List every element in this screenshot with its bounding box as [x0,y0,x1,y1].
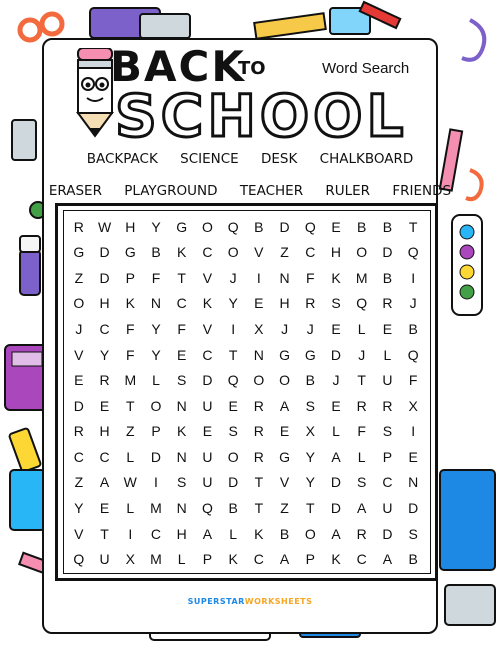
grid-letter[interactable]: G [124,244,136,261]
grid-letter[interactable]: E [331,321,341,338]
grid-letter[interactable]: E [408,448,418,465]
grid-letter[interactable]: Q [407,244,419,261]
grid-letter[interactable]: C [99,321,110,338]
word-item: TEACHER [239,183,304,199]
grid-letter[interactable]: G [279,448,290,465]
word-item: CHALKBOARD [319,151,414,167]
scissors-icon [20,14,62,40]
grid-letter[interactable]: I [256,269,261,286]
grid-letter[interactable]: K [254,525,264,542]
grid-letter[interactable]: D [73,397,84,414]
grid-letter[interactable]: B [279,525,290,542]
grid-letter[interactable]: A [202,525,213,542]
grid-letter[interactable]: Q [227,218,239,235]
grid-letter[interactable]: O [150,397,162,414]
grid-letter[interactable]: H [279,295,290,312]
grid-letter[interactable]: Q [201,500,213,517]
grid-letter[interactable]: E [202,423,213,440]
grid-letter[interactable]: V [254,244,264,261]
grid-letter[interactable]: Y [305,474,315,491]
subtitle: Word Search [322,60,410,77]
grid-letter[interactable]: N [176,448,187,465]
grid-letter[interactable]: X [254,321,264,338]
grid-letter[interactable]: S [305,397,315,414]
grid-letter[interactable]: T [408,218,418,235]
grid-letter[interactable]: N [176,397,187,414]
grid-letter[interactable]: A [331,448,341,465]
grid-letter[interactable]: F [126,321,135,338]
grid-letter[interactable]: E [99,397,110,414]
grid-letter[interactable]: L [357,321,366,338]
grid-letter[interactable]: A [279,397,290,414]
grid-letter[interactable]: P [151,423,161,440]
grid-letter[interactable]: R [73,218,84,235]
grid-letter[interactable]: R [73,423,84,440]
grid-letter[interactable]: D [202,372,213,389]
grid-letter[interactable]: O [253,372,265,389]
paperclip-icon [462,20,484,60]
grid-letter[interactable]: D [330,500,342,517]
grid-letter[interactable]: M [355,269,368,286]
grid-letter[interactable]: I [411,269,416,286]
grid-letter[interactable]: O [356,244,368,261]
grid-letter[interactable]: J [75,321,83,338]
grid-letter[interactable]: K [177,423,187,440]
grid-letter[interactable]: A [331,525,341,542]
word-item: DESK [260,151,298,167]
word-list-row-2 [0,183,500,199]
word-item: SCIENCE [180,151,239,167]
grid-letter[interactable]: Z [280,500,289,517]
grid-letter[interactable]: L [177,551,186,568]
grid-letter[interactable]: E [254,295,264,312]
grid-letter[interactable]: L [126,448,135,465]
grid-letter[interactable]: B [408,551,418,568]
grid-letter[interactable]: H [125,218,136,235]
grid-letter[interactable]: C [382,474,393,491]
grid-letter[interactable]: B [382,218,393,235]
grid-letter[interactable]: F [177,321,186,338]
grid-letter[interactable]: F [357,423,366,440]
grid-letter[interactable]: R [356,397,367,414]
grid-letter[interactable]: M [124,372,137,389]
grid-letter[interactable]: B [408,321,418,338]
grid-letter[interactable]: V [74,525,84,542]
grid-letter[interactable]: R [99,372,110,389]
grid-letter[interactable]: Q [227,372,239,389]
grid-letter[interactable]: G [176,218,188,235]
grid-letter[interactable]: D [99,244,110,261]
title-back: BACK [110,42,246,91]
grid-letter[interactable]: J [306,321,314,338]
grid-letter[interactable]: E [74,372,84,389]
grid-letter[interactable]: J [229,269,237,286]
grid-letter[interactable]: B [254,218,264,235]
grid-letter[interactable]: I [154,474,158,491]
grid-letter[interactable]: R [356,525,367,542]
grid-letter[interactable]: C [150,525,162,542]
grid-letter[interactable]: D [279,218,290,235]
grid-letter[interactable]: T [126,397,135,414]
grid-letter[interactable]: E [228,397,238,414]
grid-letter[interactable]: D [99,269,110,286]
grid-letter[interactable]: F [126,346,135,363]
grid-letter[interactable]: J [281,321,289,338]
grid-letter[interactable]: R [253,448,264,465]
grid-letter[interactable]: P [125,269,135,286]
grid-letter[interactable]: A [382,551,393,568]
grid-letter[interactable]: V [202,321,213,338]
grid-letter[interactable]: U [202,448,213,465]
grid-letter[interactable]: W [97,218,112,235]
grid-letter[interactable]: D [150,448,162,465]
letter-grid [66,214,426,572]
grid-letter[interactable]: A [357,500,367,517]
grid-letter[interactable]: X [408,397,418,414]
grid-letter[interactable]: B [382,269,393,286]
grid-letter[interactable]: B [151,244,161,261]
grid-letter[interactable]: C [253,551,264,568]
grid-letter[interactable]: T [228,346,238,363]
word-item: BACKPACK [86,151,158,167]
grid-letter[interactable]: T [254,500,264,517]
grid-letter[interactable]: S [228,423,238,440]
grid-letter[interactable]: Z [74,474,84,491]
grid-letter[interactable]: J [358,346,366,363]
grid-letter[interactable]: S [177,372,187,389]
grid-letter[interactable]: B [357,218,367,235]
grid-letter[interactable]: F [306,269,315,286]
grid-letter[interactable]: V [202,269,213,286]
grid-letter[interactable]: H [99,295,110,312]
grid-letter[interactable]: O [279,372,290,389]
grid-letter[interactable]: J [332,372,340,389]
grid-letter[interactable]: K [331,551,341,568]
grid-letter[interactable]: O [201,218,213,235]
grid-letter[interactable]: D [330,474,342,491]
brand-footer [0,597,500,606]
grid-letter[interactable]: L [229,525,238,542]
glue-stick-icon [20,236,40,295]
grid-letter[interactable]: T [254,474,264,491]
grid-letter[interactable]: W [123,474,137,491]
word-list-row-1 [0,151,500,167]
grid-letter[interactable]: S [382,423,393,440]
grid-letter[interactable]: S [408,525,418,542]
grid-letter[interactable]: U [382,372,393,389]
grid-letter[interactable]: D [382,244,393,261]
grid-letter[interactable]: N [176,500,187,517]
grid-letter[interactable]: I [128,525,133,542]
grid-letter[interactable]: P [305,551,315,568]
grid-letter[interactable]: E [382,321,393,338]
grid-letter[interactable]: C [356,551,367,568]
word-item: RULER [325,183,371,199]
grid-letter[interactable]: K [331,269,341,286]
grid-letter[interactable]: Z [126,423,135,440]
grid-letter[interactable]: C [99,448,110,465]
grid-letter[interactable]: J [409,295,417,312]
grid-letter[interactable]: N [253,346,264,363]
grid-letter[interactable]: Y [151,321,161,338]
grid-letter[interactable]: D [408,500,419,517]
grid-letter[interactable]: R [382,295,393,312]
grid-letter[interactable]: X [125,551,135,568]
grid-letter[interactable]: F [408,372,418,389]
word-item: PLAYGROUND [124,183,218,199]
grid-letter[interactable]: L [332,423,340,440]
title-to: TO [238,58,266,79]
grid-letter[interactable]: Q [304,218,316,235]
brand-part-1: SUPERSTAR [187,597,245,606]
grid-letter[interactable]: N [279,269,290,286]
grid-letter[interactable]: T [100,525,109,542]
grid-letter[interactable]: R [253,423,264,440]
grid-letter[interactable]: P [202,551,213,568]
grid-letter[interactable]: U [99,551,110,568]
ruler-icon [254,13,326,39]
grid-letter[interactable]: D [228,474,239,491]
grid-letter[interactable]: E [331,218,341,235]
grid-letter[interactable]: U [202,397,213,414]
grid-letter[interactable]: K [125,295,135,312]
grid-letter[interactable]: G [304,346,316,363]
grid-letter[interactable]: L [383,346,392,363]
grid-letter[interactable]: R [253,397,264,414]
grid-letter[interactable]: N [408,474,419,491]
grid-letter[interactable]: C [202,346,213,363]
grid-letter[interactable]: H [330,244,342,261]
grid-letter[interactable]: O [227,244,239,261]
grid-letter[interactable]: C [176,295,187,312]
grid-letter[interactable]: T [357,372,366,389]
grid-letter[interactable]: O [73,295,85,312]
grid-letter[interactable]: D [330,346,342,363]
grid-letter[interactable]: E [331,397,341,414]
grid-letter[interactable]: Y [151,346,161,363]
grid-letter[interactable]: G [279,346,290,363]
grid-letter[interactable]: K [228,551,238,568]
grid-letter[interactable]: E [177,346,187,363]
grid-letter[interactable]: O [227,448,239,465]
grid-letter[interactable]: Q [356,295,368,312]
grid-letter[interactable]: Z [280,244,289,261]
grid-letter[interactable]: N [150,295,162,312]
grid-letter[interactable]: I [411,423,416,440]
brand-part-2: WORKSHEETS [244,597,313,606]
grid-letter[interactable]: B [228,500,238,517]
grid-letter[interactable]: K [177,244,187,261]
grid-letter[interactable]: C [305,244,316,261]
grid-letter[interactable]: L [126,500,135,517]
grid-letter[interactable]: V [74,346,84,363]
grid-letter[interactable]: Z [74,269,84,286]
grid-letter[interactable]: U [202,474,213,491]
grid-letter[interactable]: R [382,397,393,414]
paint-palette-icon [452,215,482,315]
grid-letter[interactable]: X [305,423,315,440]
word-item: FRIENDS [392,183,452,199]
grid-letter[interactable]: M [150,500,162,517]
grid-letter[interactable]: C [202,244,213,261]
grid-letter[interactable]: F [151,269,161,286]
grid-letter[interactable]: D [382,525,393,542]
grid-letter[interactable]: M [150,551,162,568]
grid-letter[interactable]: K [202,295,213,312]
grid-letter[interactable]: L [357,448,366,465]
grid-letter[interactable]: S [357,474,367,491]
title-school: SCHOOL [115,82,408,150]
grid-letter[interactable]: E [99,500,110,517]
grid-letter[interactable]: Y [228,295,238,312]
grid-letter[interactable]: L [152,372,160,389]
grid-letter[interactable]: I [231,321,236,338]
grid-letter[interactable]: Q [407,346,419,363]
grid-letter[interactable]: T [306,500,315,517]
grid-letter[interactable]: P [382,448,393,465]
grid-letter[interactable]: Y [305,448,315,465]
grid-letter[interactable]: G [73,244,85,261]
grid-letter[interactable]: C [73,448,84,465]
grid-letter[interactable]: H [99,423,110,440]
grid-letter[interactable]: H [176,525,187,542]
grid-letter[interactable]: S [177,474,187,491]
grid-letter[interactable]: B [305,372,315,389]
grid-letter[interactable]: T [177,269,186,286]
grid-letter[interactable]: Y [99,346,110,363]
grid-letter[interactable]: Y [74,500,84,517]
grid-letter[interactable]: R [305,295,316,312]
grid-letter[interactable]: Q [73,551,85,568]
grid-letter[interactable]: S [331,295,341,312]
grid-letter[interactable]: A [99,474,110,491]
grid-letter[interactable]: E [279,423,290,440]
grid-letter[interactable]: U [382,500,393,517]
grid-letter[interactable]: A [279,551,290,568]
grid-letter[interactable]: V [279,474,290,491]
grid-letter[interactable]: Y [151,218,161,235]
word-item: ERASER [48,183,102,199]
grid-letter[interactable]: O [304,525,316,542]
